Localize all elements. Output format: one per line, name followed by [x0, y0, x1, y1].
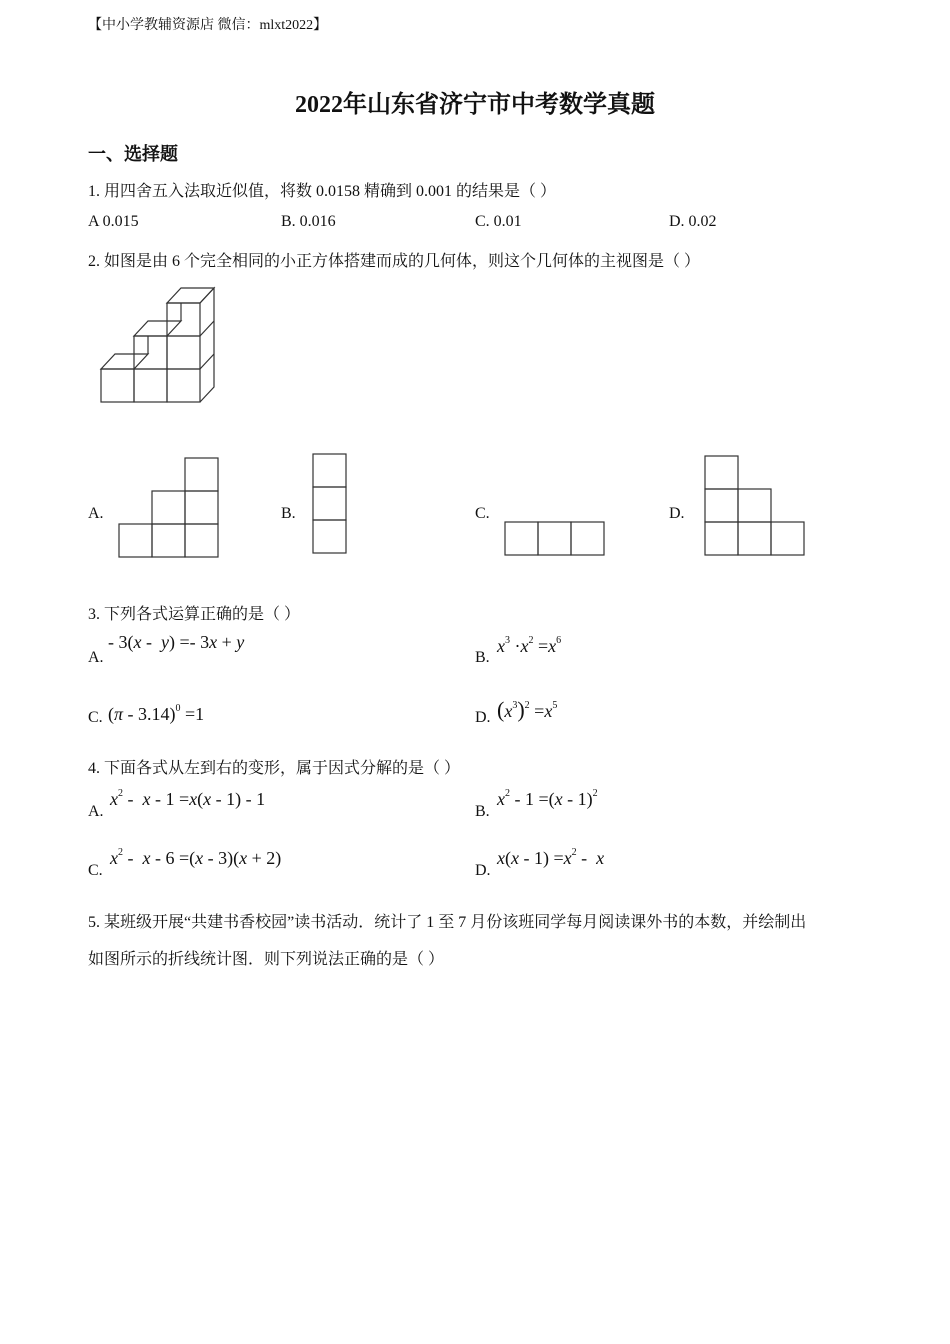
- q3-expr-b: $x^3 \cdot x^2 =x^6$: [497, 635, 562, 656]
- q5-stem-line2: 如图所示的折线统计图．则下列说法正确的是（ ）: [88, 951, 445, 968]
- q4-expr-d: $x(x - 1) =x^2 - x$: [497, 847, 605, 868]
- q2-label-a: A.: [88, 505, 104, 522]
- q2-view-d: [704, 455, 806, 557]
- q4-label-d: D.: [475, 862, 491, 879]
- q2-cube-figure: [98, 284, 218, 406]
- q2-stem: 2. 如图是由 6 个完全相同的小正方体搭建而成的几何体，则这个几何体的主视图是（ ）: [88, 253, 701, 270]
- q3-stem: 3. 下列各式运算正确的是（ ）: [88, 606, 301, 623]
- q3-expr-a: - 3(x - y) =- 3x + y: [108, 632, 245, 652]
- q2-label-c: C.: [475, 505, 490, 522]
- q1-stem: 1. 用四舍五入法取近似值，将数 0.0158 精确到 0.001 的结果是（ ）: [88, 183, 557, 200]
- q2-view-a: [118, 457, 220, 559]
- q1-option-d: D. 0.02: [669, 213, 717, 230]
- q3-expr-d: $(x^3)^2 =x^5$: [497, 697, 558, 722]
- q2-view-c: [504, 521, 606, 557]
- q4-expr-b: $x^2 - 1 =(x - 1)^2$: [497, 788, 598, 809]
- q1-option-b: B. 0.016: [281, 213, 336, 230]
- section-heading: 一、选择题: [88, 144, 178, 164]
- page-title: 2022年山东省济宁市中考数学真题: [295, 92, 655, 118]
- q2-view-b: [312, 453, 348, 555]
- q4-label-c: C.: [88, 862, 103, 879]
- q3-label-b: B.: [475, 649, 490, 666]
- q4-label-a: A.: [88, 803, 104, 820]
- q3-expr-c: (π - 3.14)$^0$ =1: [108, 703, 205, 724]
- q2-label-b: B.: [281, 505, 296, 522]
- q2-label-d: D.: [669, 505, 685, 522]
- q4-label-b: B.: [475, 803, 490, 820]
- header-note: 【中小学教辅资源店 微信：mlxt2022】: [88, 18, 328, 33]
- q5-stem-line1: 5. 某班级开展“共建书香校园”读书活动．统计了 1 至 7 月份该班同学每月阅读课外书的本数，并绘制出: [88, 914, 807, 931]
- q4-expr-a: $x^2 - x - 1 =x(x - 1) - 1$: [110, 788, 266, 809]
- q3-label-c: C.: [88, 709, 103, 726]
- q1-option-a: A 0.015: [88, 213, 139, 230]
- q3-label-a: A.: [88, 649, 104, 666]
- q3-label-d: D.: [475, 709, 491, 726]
- q4-expr-c: $x^2 - x - 6 =(x - 3)(x + 2)$: [110, 847, 282, 868]
- q1-option-c: C. 0.01: [475, 213, 522, 230]
- q4-stem: 4. 下面各式从左到右的变形，属于因式分解的是（ ）: [88, 760, 461, 777]
